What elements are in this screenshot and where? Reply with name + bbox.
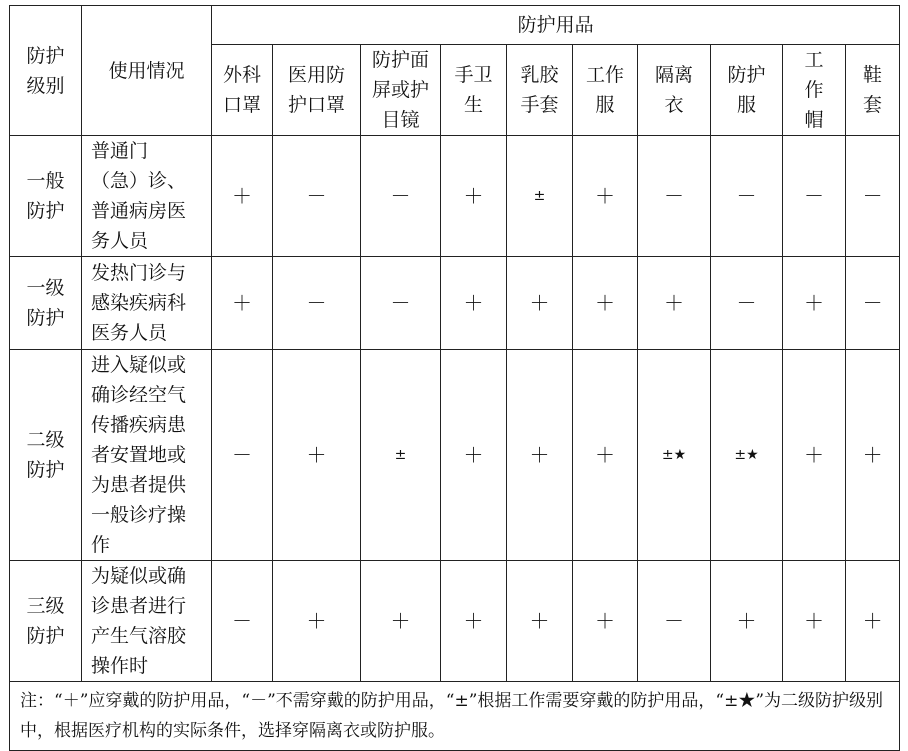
table-row	[10, 136, 900, 257]
ppe-cell: －	[273, 136, 361, 257]
ppe-cell: －	[212, 350, 273, 561]
ppe-cell: －	[212, 561, 273, 682]
ppe-cell: ＋	[507, 257, 573, 350]
header-item-latex-gloves: 乳胶手套	[507, 45, 573, 136]
ppe-cell: ＋	[212, 257, 273, 350]
header-row-1	[10, 6, 900, 45]
ppe-cell: ＋	[361, 561, 441, 682]
ppe-cell: ＋	[273, 561, 361, 682]
header-ppe-group: 防护用品	[212, 6, 900, 45]
ppe-cell: －	[711, 257, 783, 350]
ppe-cell: ＋	[441, 257, 507, 350]
level-cell: 一般防护	[10, 136, 82, 257]
header-item-shoe-covers: 鞋套	[846, 45, 900, 136]
ppe-cell: ＋	[441, 350, 507, 561]
header-item-surgical-mask: 外科口罩	[212, 45, 273, 136]
table-row	[10, 561, 900, 682]
header-item-hand-hygiene: 手卫生	[441, 45, 507, 136]
table-note: 注：“＋”应穿戴的防护用品，“－”不需穿戴的防护用品，“±”根据工作需要穿戴的防护用品，“±★”为二级防护级别中，根据医疗机构的实际条件，选择穿隔离衣或防护服。	[10, 682, 900, 751]
header-item-n95-mask: 医用防护口罩	[273, 45, 361, 136]
ppe-cell: ＋	[846, 350, 900, 561]
ppe-cell: －	[711, 136, 783, 257]
level-cell: 一级防护	[10, 257, 82, 350]
ppe-cell: ±★	[711, 350, 783, 561]
level-cell: 二级防护	[10, 350, 82, 561]
ppe-cell: ＋	[573, 257, 638, 350]
header-item-face-shield: 防护面屏或护目镜	[361, 45, 441, 136]
ppe-cell: ＋	[783, 350, 846, 561]
ppe-cell: －	[846, 257, 900, 350]
ppe-cell: －	[361, 136, 441, 257]
ppe-cell: ±	[507, 136, 573, 257]
ppe-cell: ＋	[783, 257, 846, 350]
header-item-isolation-gown: 隔离衣	[638, 45, 711, 136]
header-item-work-cap: 工作帽	[783, 45, 846, 136]
usage-cell: 发热门诊与感染疾病科医务人员	[82, 257, 212, 350]
ppe-cell: ＋	[212, 136, 273, 257]
ppe-cell: ＋	[573, 350, 638, 561]
ppe-cell: －	[638, 136, 711, 257]
protection-level-table	[9, 5, 900, 751]
ppe-cell: ＋	[638, 257, 711, 350]
table-row	[10, 350, 900, 561]
ppe-cell: ＋	[441, 561, 507, 682]
ppe-cell: ＋	[573, 561, 638, 682]
ppe-cell: ＋	[507, 561, 573, 682]
ppe-cell: －	[783, 136, 846, 257]
ppe-cell: ＋	[273, 350, 361, 561]
ppe-cell: ＋	[441, 136, 507, 257]
ppe-cell: －	[361, 257, 441, 350]
note-row	[10, 682, 900, 751]
level-cell: 三级防护	[10, 561, 82, 682]
ppe-cell: ±	[361, 350, 441, 561]
ppe-cell: ＋	[573, 136, 638, 257]
usage-cell: 为疑似或确诊患者进行产生气溶胶操作时	[82, 561, 212, 682]
ppe-cell: ＋	[783, 561, 846, 682]
ppe-cell: －	[638, 561, 711, 682]
ppe-cell: ＋	[507, 350, 573, 561]
ppe-cell: －	[846, 136, 900, 257]
ppe-cell: ±★	[638, 350, 711, 561]
table-row	[10, 257, 900, 350]
ppe-cell: ＋	[846, 561, 900, 682]
ppe-cell: －	[273, 257, 361, 350]
header-level: 防护级别	[10, 6, 82, 136]
usage-cell: 普通门（急）诊、普通病房医务人员	[82, 136, 212, 257]
usage-cell: 进入疑似或确诊经空气传播疾病患者安置地或为患者提供一般诊疗操作	[82, 350, 212, 561]
header-usage: 使用情况	[82, 6, 212, 136]
header-item-protective-suit: 防护服	[711, 45, 783, 136]
header-item-work-clothes: 工作服	[573, 45, 638, 136]
ppe-cell: ＋	[711, 561, 783, 682]
